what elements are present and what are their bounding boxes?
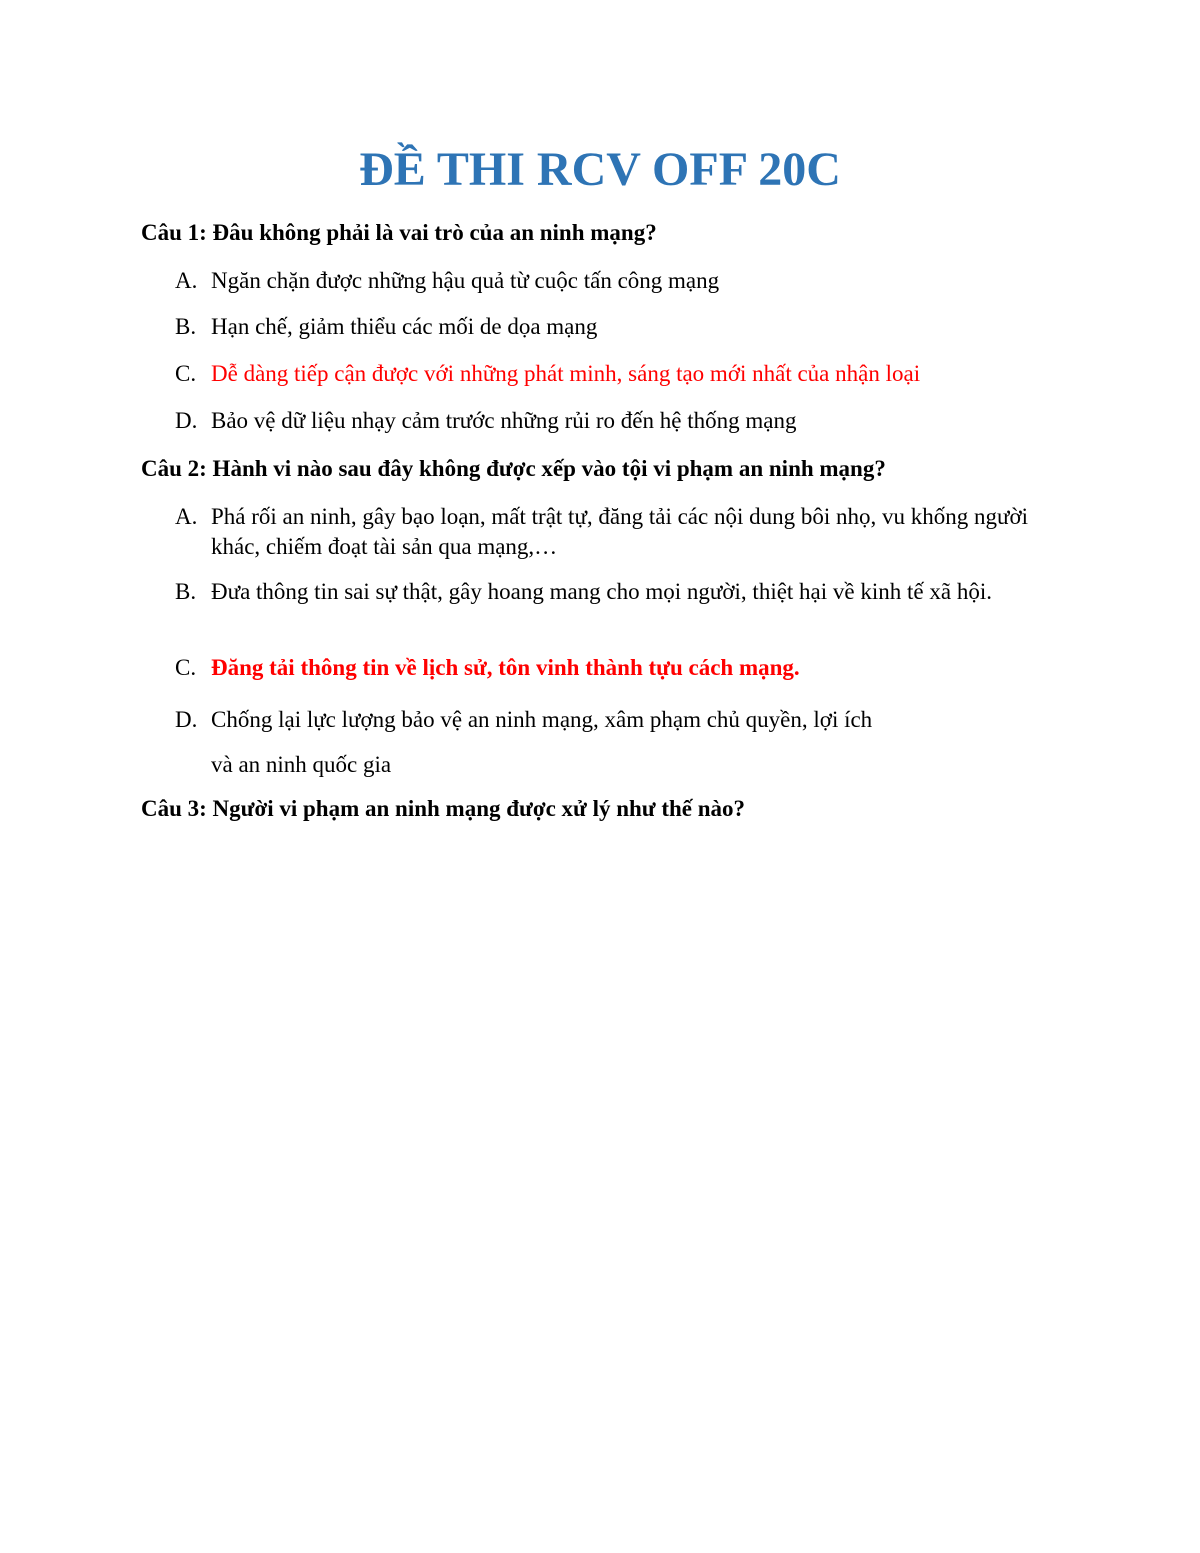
option-letter: D. bbox=[175, 408, 198, 433]
option-text-correct: Dễ dàng tiếp cận được với những phát minh, sáng tạo mới nhất của nhận loại bbox=[211, 361, 921, 386]
q2-option-a bbox=[175, 502, 1045, 562]
exam-title: ĐỀ THI RCV OFF 20C bbox=[359, 143, 841, 196]
option-letter: B. bbox=[175, 579, 197, 604]
option-letter: C. bbox=[175, 655, 197, 680]
q2-option-d-continuation: và an ninh quốc gia bbox=[211, 752, 392, 777]
option-text: Phá rối an ninh, gây bạo loạn, mất trật tự, đăng tải các nội dung bôi nhọ, vu khống người khác, chiếm đoạt tài sản qua mạng,… bbox=[211, 504, 1029, 559]
q1-option-c-correct bbox=[175, 359, 1045, 389]
q1-option-d bbox=[175, 406, 1045, 436]
option-text: Bảo vệ dữ liệu nhạy cảm trước những rủi ro đến hệ thống mạng bbox=[211, 408, 797, 433]
option-text: Ngăn chặn được những hậu quả từ cuộc tấn công mạng bbox=[211, 268, 720, 293]
q1-option-a bbox=[175, 266, 1045, 296]
q2-option-c-correct bbox=[175, 653, 1045, 683]
question-3: Câu 3: Người vi phạm an ninh mạng được xử lý như thế nào? bbox=[141, 796, 746, 821]
q1-option-b bbox=[175, 312, 1045, 342]
option-text: Đưa thông tin sai sự thật, gây hoang mang cho mọi người, thiệt hại về kinh tế xã hội. bbox=[211, 579, 992, 604]
option-letter: A. bbox=[175, 504, 198, 529]
option-letter: A. bbox=[175, 268, 198, 293]
option-text: Chống lại lực lượng bảo vệ an ninh mạng, xâm phạm chủ quyền, lợi ích bbox=[211, 707, 873, 732]
option-text: Hạn chế, giảm thiểu các mối de dọa mạng bbox=[211, 314, 598, 339]
question-1: Câu 1: Đâu không phải là vai trò của an ninh mạng? bbox=[141, 220, 657, 245]
option-letter: B. bbox=[175, 314, 197, 339]
question-2: Câu 2: Hành vi nào sau đây không được xếp vào tội vi phạm an ninh mạng? bbox=[141, 456, 886, 481]
option-letter: D. bbox=[175, 707, 198, 732]
option-letter: C. bbox=[175, 361, 197, 386]
q2-option-d bbox=[175, 705, 1045, 735]
q2-option-b bbox=[175, 577, 1045, 607]
option-text-correct: Đăng tải thông tin về lịch sử, tôn vinh thành tựu cách mạng. bbox=[211, 655, 800, 680]
